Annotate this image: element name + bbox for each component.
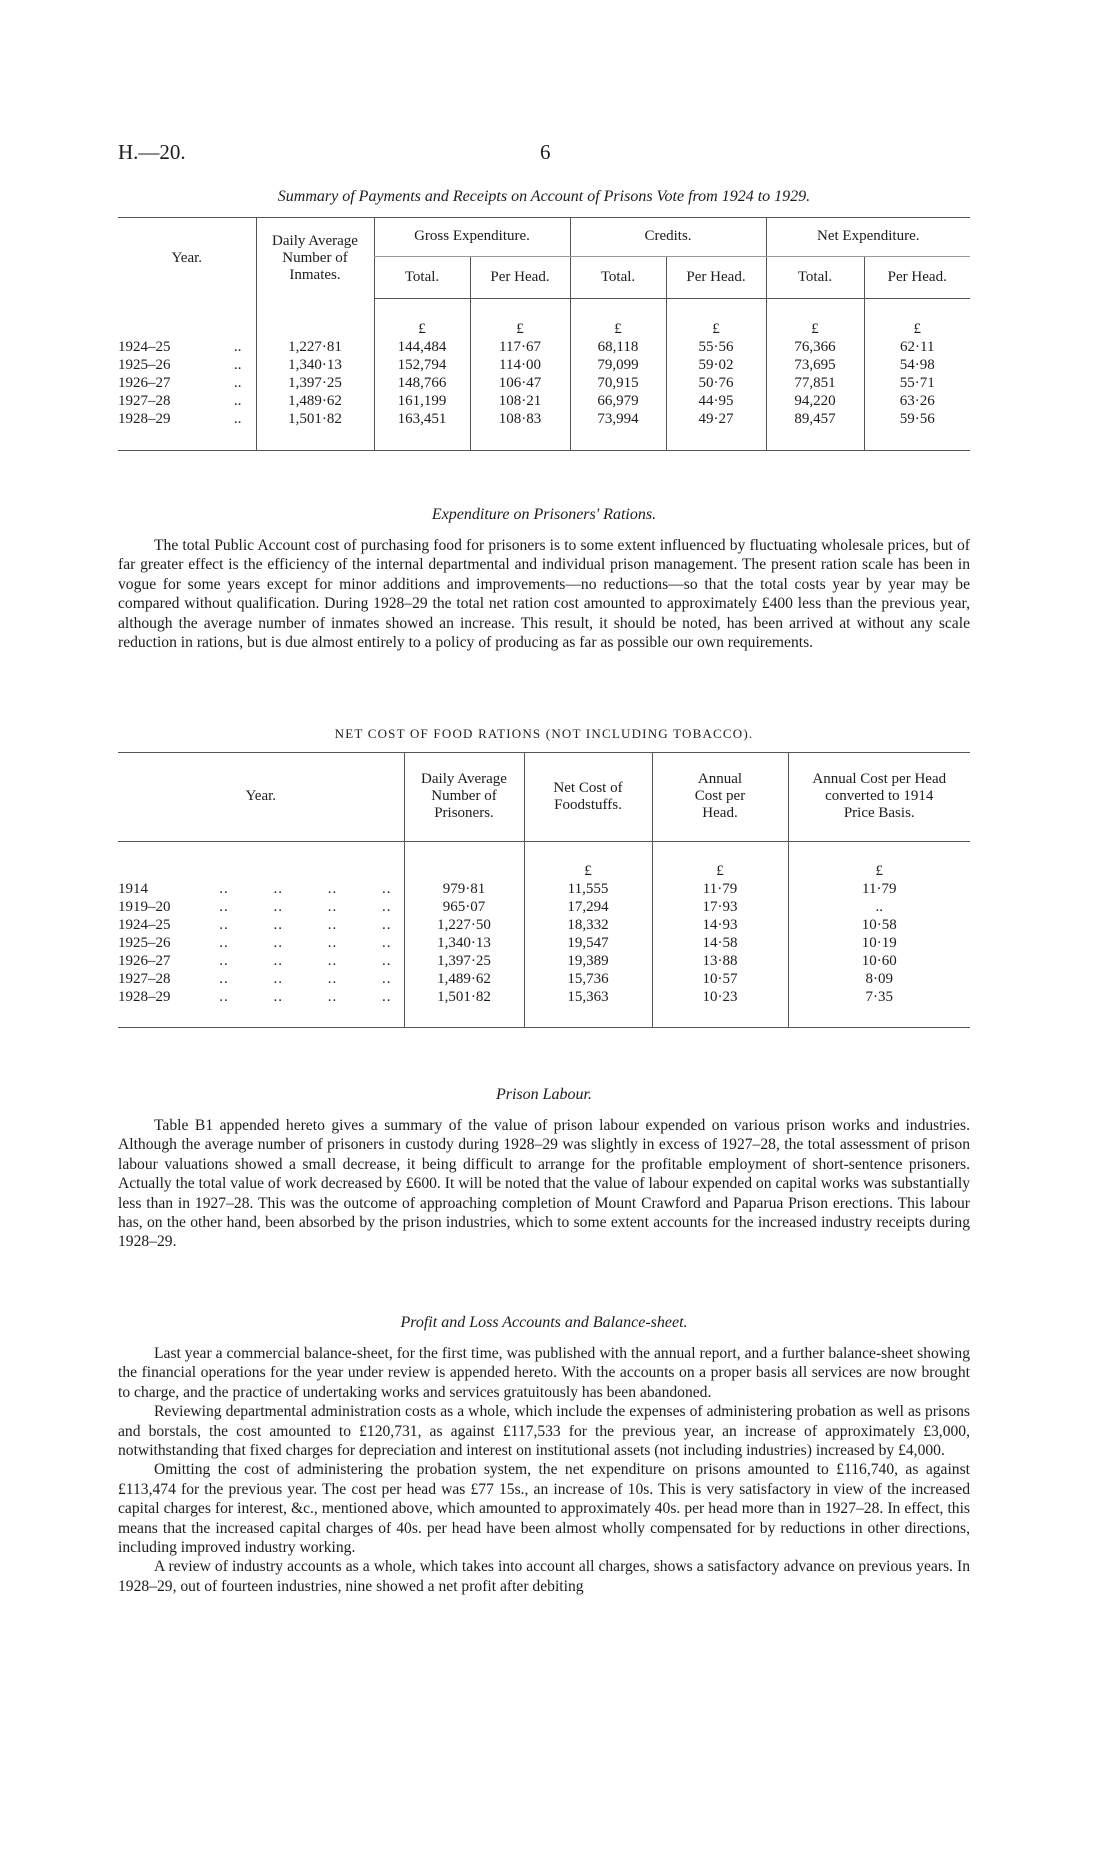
prisons-vote-summary-table bbox=[118, 217, 970, 451]
leader-dots: .. .. .. .. bbox=[219, 988, 392, 1005]
food-rations-cost-table bbox=[118, 752, 970, 1028]
t1-year: 1928–29 bbox=[118, 411, 171, 427]
t1-header-year: Year. bbox=[171, 249, 203, 266]
leader-dots: .. .. .. .. bbox=[219, 952, 392, 969]
t1-net-total: 89,457 bbox=[766, 410, 864, 428]
t1-gross-head: 106·47 bbox=[470, 374, 570, 392]
t1-gross-total: 148,766 bbox=[374, 374, 470, 392]
t2-year: 1928–29 bbox=[118, 988, 171, 1005]
t1-gross-head: 108·21 bbox=[470, 392, 570, 410]
running-head bbox=[118, 140, 970, 166]
leader-dots: .. .. .. .. bbox=[219, 970, 392, 987]
t2-annual: 17·93 bbox=[652, 898, 788, 916]
t1-credits-total: 73,994 bbox=[570, 410, 666, 428]
profit-heading: Profit and Loss Accounts and Balance-sheet. bbox=[400, 1314, 688, 1331]
t2-annual: 14·58 bbox=[652, 934, 788, 952]
t2-converted: 7·35 bbox=[788, 988, 970, 1006]
leader-dots: .. bbox=[234, 375, 242, 391]
t2-year: 1919–20 bbox=[118, 898, 171, 915]
table-row bbox=[118, 934, 970, 952]
t2-header-year: Year. bbox=[245, 788, 277, 805]
t1-credits-head: 59·02 bbox=[666, 356, 766, 374]
t1-sub-credits-total: Total. bbox=[570, 256, 666, 298]
t1-sub-net-total: Total. bbox=[766, 256, 864, 298]
t1-header-gross-expenditure: Gross Expenditure. bbox=[374, 218, 570, 256]
t1-net-head: 55·71 bbox=[864, 374, 970, 392]
t2-net: 17,294 bbox=[524, 898, 652, 916]
t2-header-net-cost: Net Cost of Foodstuffs. bbox=[524, 753, 652, 841]
leader-dots: .. bbox=[234, 393, 242, 409]
doc-number: H.—20. bbox=[118, 140, 186, 164]
leader-dots: .. .. .. .. bbox=[219, 916, 392, 933]
t2-net: 19,547 bbox=[524, 934, 652, 952]
paragraph: Table B1 appended hereto gives a summary of the value of prison labour expended on various prison works and industries. Although the average number of prisoners in custody during 1928–29 was slightly in excess of 1927–28, the total assessment of prison labour valuations showed a small decrease, it being difficult to arrange for the profitable employment of short-sentence prisoners. Actually the total value of work decreased by £600. It will be noted that the value of labour expended on capital works was substantially less than in 1927–28. This was the outcome of approaching completion of Mount Crawford and Paparua Prison erections. This labour has, on the other hand, been absorbed by the prison industries, which to some extent accounts for the increased industry receipts during 1928–29. bbox=[118, 1117, 970, 1251]
table-row bbox=[118, 898, 970, 916]
paragraph: Reviewing departmental administration costs as a whole, which include the expenses of administering probation as well as prisons and borstals, the cost amounted to £120,731, as against £117,533 for the previous year, an increase of approximately £3,000, notwithstanding that fixed charges for depreciation and interest on institutional assets (not including industries) increased by £4,000. bbox=[118, 1403, 970, 1460]
t2-header-daily-average: Daily Average Number of Prisoners. bbox=[404, 753, 524, 841]
t2-net: 18,332 bbox=[524, 916, 652, 934]
table-row bbox=[118, 410, 970, 428]
t1-year: 1927–28 bbox=[118, 393, 171, 409]
t2-year: 1924–25 bbox=[118, 916, 171, 933]
t1-credits-head: 44·95 bbox=[666, 392, 766, 410]
t1-unit: £ bbox=[570, 320, 666, 338]
t1-credits-head: 49·27 bbox=[666, 410, 766, 428]
leader-dots: .. .. .. .. bbox=[219, 898, 392, 915]
t2-annual: 14·93 bbox=[652, 916, 788, 934]
t2-converted: 10·60 bbox=[788, 952, 970, 970]
t1-header-daily-average: Daily Average Number of Inmates. bbox=[256, 218, 374, 298]
table1-caption: Summary of Payments and Receipts on Account of Prisons Vote from 1924 to 1929. bbox=[277, 188, 811, 205]
t2-annual: 10·57 bbox=[652, 970, 788, 988]
leader-dots: .. .. .. .. bbox=[219, 880, 392, 897]
t1-gross-total: 161,199 bbox=[374, 392, 470, 410]
t1-credits-head: 50·76 bbox=[666, 374, 766, 392]
labour-heading: Prison Labour. bbox=[495, 1086, 593, 1103]
t1-credits-total: 68,118 bbox=[570, 338, 666, 356]
t1-net-total: 94,220 bbox=[766, 392, 864, 410]
t2-daily: 979·81 bbox=[404, 880, 524, 898]
table-row bbox=[118, 392, 970, 410]
t1-net-head: 54·98 bbox=[864, 356, 970, 374]
t2-daily: 1,489·62 bbox=[404, 970, 524, 988]
t1-year: 1925–26 bbox=[118, 357, 171, 373]
t1-credits-head: 55·56 bbox=[666, 338, 766, 356]
t1-gross-head: 114·00 bbox=[470, 356, 570, 374]
t1-sub-gross-per-head: Per Head. bbox=[470, 256, 570, 298]
t2-unit: £ bbox=[524, 862, 652, 880]
t1-unit: £ bbox=[666, 320, 766, 338]
t2-header-annual-cost: Annual Cost per Head. bbox=[652, 753, 788, 841]
t1-daily: 1,340·13 bbox=[256, 356, 374, 374]
t2-year: 1927–28 bbox=[118, 970, 171, 987]
t1-gross-total: 144,484 bbox=[374, 338, 470, 356]
t1-header-net-expenditure: Net Expenditure. bbox=[766, 218, 970, 256]
t1-net-head: 62·11 bbox=[864, 338, 970, 356]
table-row bbox=[118, 916, 970, 934]
t2-header-converted-cost: Annual Cost per Head converted to 1914 Price Basis. bbox=[788, 753, 970, 841]
table-row bbox=[118, 338, 970, 356]
paragraph: A review of industry accounts as a whole, which takes into account all charges, shows a satisfactory advance on previous years. In 1928–29, out of fourteen industries, nine showed a net profit after debiting bbox=[118, 1558, 970, 1595]
table-row bbox=[118, 356, 970, 374]
table-row bbox=[118, 880, 970, 898]
t1-gross-head: 108·83 bbox=[470, 410, 570, 428]
t1-header-credits: Credits. bbox=[570, 218, 766, 256]
t2-annual: 13·88 bbox=[652, 952, 788, 970]
t2-converted: 11·79 bbox=[788, 880, 970, 898]
t1-sub-net-per-head: Per Head. bbox=[864, 256, 970, 298]
rations-heading: Expenditure on Prisoners' Rations. bbox=[431, 506, 657, 523]
t2-converted: 8·09 bbox=[788, 970, 970, 988]
t1-year: 1924–25 bbox=[118, 339, 171, 355]
table-row bbox=[118, 374, 970, 392]
leader-dots: .. .. .. .. bbox=[219, 934, 392, 951]
t2-annual: 11·79 bbox=[652, 880, 788, 898]
t2-annual: 10·23 bbox=[652, 988, 788, 1006]
t1-credits-total: 70,915 bbox=[570, 374, 666, 392]
t2-converted: 10·58 bbox=[788, 916, 970, 934]
paragraph: The total Public Account cost of purchasing food for prisoners is to some extent influenced by fluctuating wholesale prices, but of far greater effect is the efficiency of the internal departmental and individual prison management. The present ration scale has been in vogue for some years except for minor additions and improvements—no reductions—so that the total costs year by year may be compared without qualification. During 1928–29 the total net ration cost amounted to approximately £400 less than the previous year, although the average number of inmates showed an increase. This result, it should be noted, has been arrived at without any scale reduction in rations, but is due almost entirely to a policy of producing as far as possible our own requirements. bbox=[118, 537, 970, 652]
t1-credits-total: 79,099 bbox=[570, 356, 666, 374]
t2-year: 1926–27 bbox=[118, 952, 171, 969]
t1-daily: 1,489·62 bbox=[256, 392, 374, 410]
t2-year: 1925–26 bbox=[118, 934, 171, 951]
t2-daily: 1,340·13 bbox=[404, 934, 524, 952]
page-number: 6 bbox=[540, 140, 551, 164]
t1-sub-gross-total: Total. bbox=[374, 256, 470, 298]
t2-net: 19,389 bbox=[524, 952, 652, 970]
paragraph: Omitting the cost of administering the probation system, the net expenditure on prisons amounted to £116,740, as against £113,474 for the previous year. The cost per head was £77 15s., an increase of 10s. This is very satisfactory in view of the increased capital charges for interest, &c., mentioned above, which amounted to approximately 40s. per head more than in 1927–28. In effect, this means that the increased capital charges of 40s. per head have been almost wholly compensated for by reductions in other directions, including improved industry working. bbox=[118, 1461, 970, 1557]
t1-net-head: 59·56 bbox=[864, 410, 970, 428]
labour-paragraph bbox=[118, 1116, 970, 1252]
t1-gross-total: 152,794 bbox=[374, 356, 470, 374]
t2-daily: 1,501·82 bbox=[404, 988, 524, 1006]
paragraph: Last year a commercial balance-sheet, for the first time, was published with the annual report, and a further balance-sheet showing the financial operations for the year under review is appended hereto. With the accounts on a proper basis all services are now brought to charge, and the practice of undertaking works and services gratuitously has been abandoned. bbox=[118, 1345, 970, 1401]
t2-net: 15,736 bbox=[524, 970, 652, 988]
leader-dots: .. bbox=[234, 357, 242, 373]
t1-year: 1926–27 bbox=[118, 375, 171, 391]
t1-gross-total: 163,451 bbox=[374, 410, 470, 428]
profit-paragraphs bbox=[118, 1344, 970, 1596]
t2-unit: £ bbox=[788, 862, 970, 880]
t1-net-head: 63·26 bbox=[864, 392, 970, 410]
table2-caption: NET COST OF FOOD RATIONS (NOT INCLUDING TOBACCO). bbox=[334, 726, 754, 741]
t2-unit: £ bbox=[652, 862, 788, 880]
t2-net: 15,363 bbox=[524, 988, 652, 1006]
t1-unit: £ bbox=[470, 320, 570, 338]
t1-net-total: 77,851 bbox=[766, 374, 864, 392]
table-row bbox=[118, 952, 970, 970]
t1-net-total: 73,695 bbox=[766, 356, 864, 374]
t2-net: 11,555 bbox=[524, 880, 652, 898]
t1-gross-head: 117·67 bbox=[470, 338, 570, 356]
t2-year: 1914 bbox=[118, 880, 148, 897]
t1-daily: 1,501·82 bbox=[256, 410, 374, 428]
t1-credits-total: 66,979 bbox=[570, 392, 666, 410]
t2-daily: 1,227·50 bbox=[404, 916, 524, 934]
t1-daily: 1,397·25 bbox=[256, 374, 374, 392]
t1-sub-credits-per-head: Per Head. bbox=[666, 256, 766, 298]
t1-unit: £ bbox=[766, 320, 864, 338]
t2-converted: 10·19 bbox=[788, 934, 970, 952]
t1-net-total: 76,366 bbox=[766, 338, 864, 356]
t2-daily: 965·07 bbox=[404, 898, 524, 916]
t1-unit: £ bbox=[864, 320, 970, 338]
leader-dots: .. bbox=[234, 339, 242, 355]
t1-daily: 1,227·81 bbox=[256, 338, 374, 356]
t1-unit: £ bbox=[374, 320, 470, 338]
table-row bbox=[118, 970, 970, 988]
table-row bbox=[118, 988, 970, 1006]
leader-dots: .. bbox=[234, 411, 242, 427]
t2-daily: 1,397·25 bbox=[404, 952, 524, 970]
rations-paragraph bbox=[118, 536, 970, 652]
t2-converted: .. bbox=[788, 898, 970, 916]
